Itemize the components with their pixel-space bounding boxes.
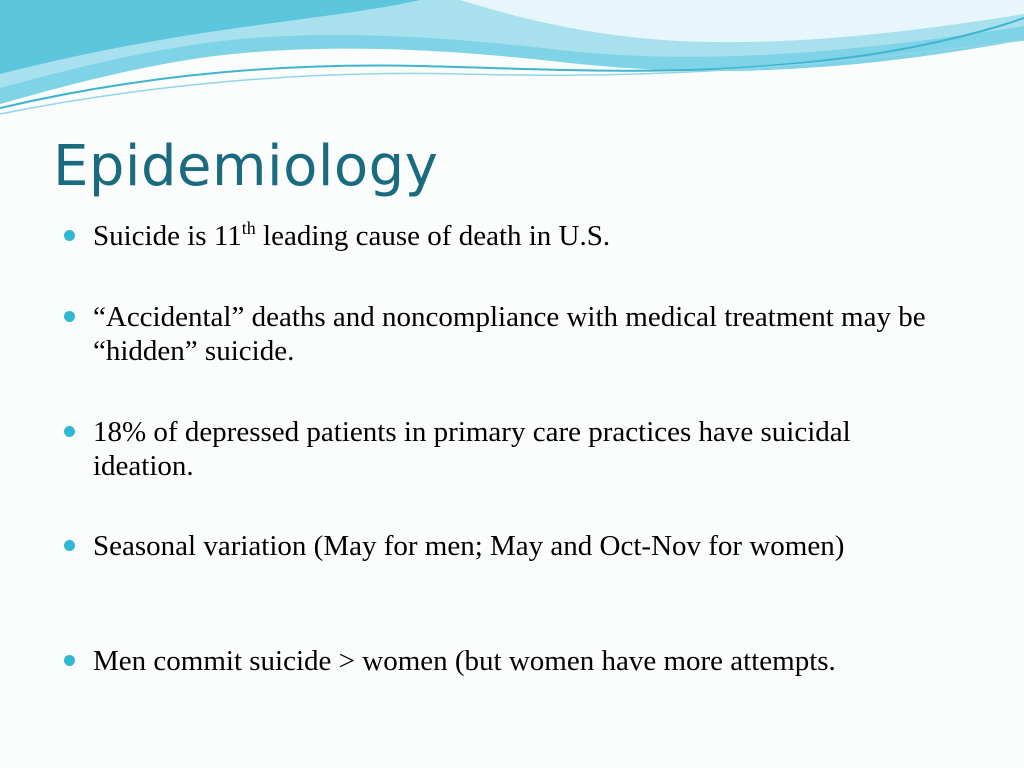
bullet-text: 18% of depressed patients in primary care practices have suicidal ideation. [93,416,851,482]
bullet-dot-icon [64,426,75,437]
bullet-item [60,644,940,678]
bullet-item [60,300,940,368]
bullet-dot-icon [64,655,75,666]
bullet-text-part: Suicide is 11 [93,220,242,252]
slide-title: Epidemiology [53,134,439,199]
bullet-item [60,415,940,483]
bullet-text: Men commit suicide > women (but women have more attempts. [93,645,836,677]
bullet-text [93,219,940,253]
header-wave-decoration [0,0,1024,120]
bullet-dot-icon [64,230,75,241]
bullet-dot-icon [64,540,75,551]
bullet-text: Seasonal variation (May for men; May and Oct-Nov for women) [93,530,845,562]
bullet-dot-icon [64,311,75,322]
bullet-item [60,529,940,563]
ordinal-superscript: th [241,218,256,238]
bullet-item [60,219,940,253]
bullet-text: “Accidental” deaths and noncompliance with medical treatment may be “hidden” suicide. [93,301,926,367]
bullet-text-part: leading cause of death in U.S. [255,220,611,252]
